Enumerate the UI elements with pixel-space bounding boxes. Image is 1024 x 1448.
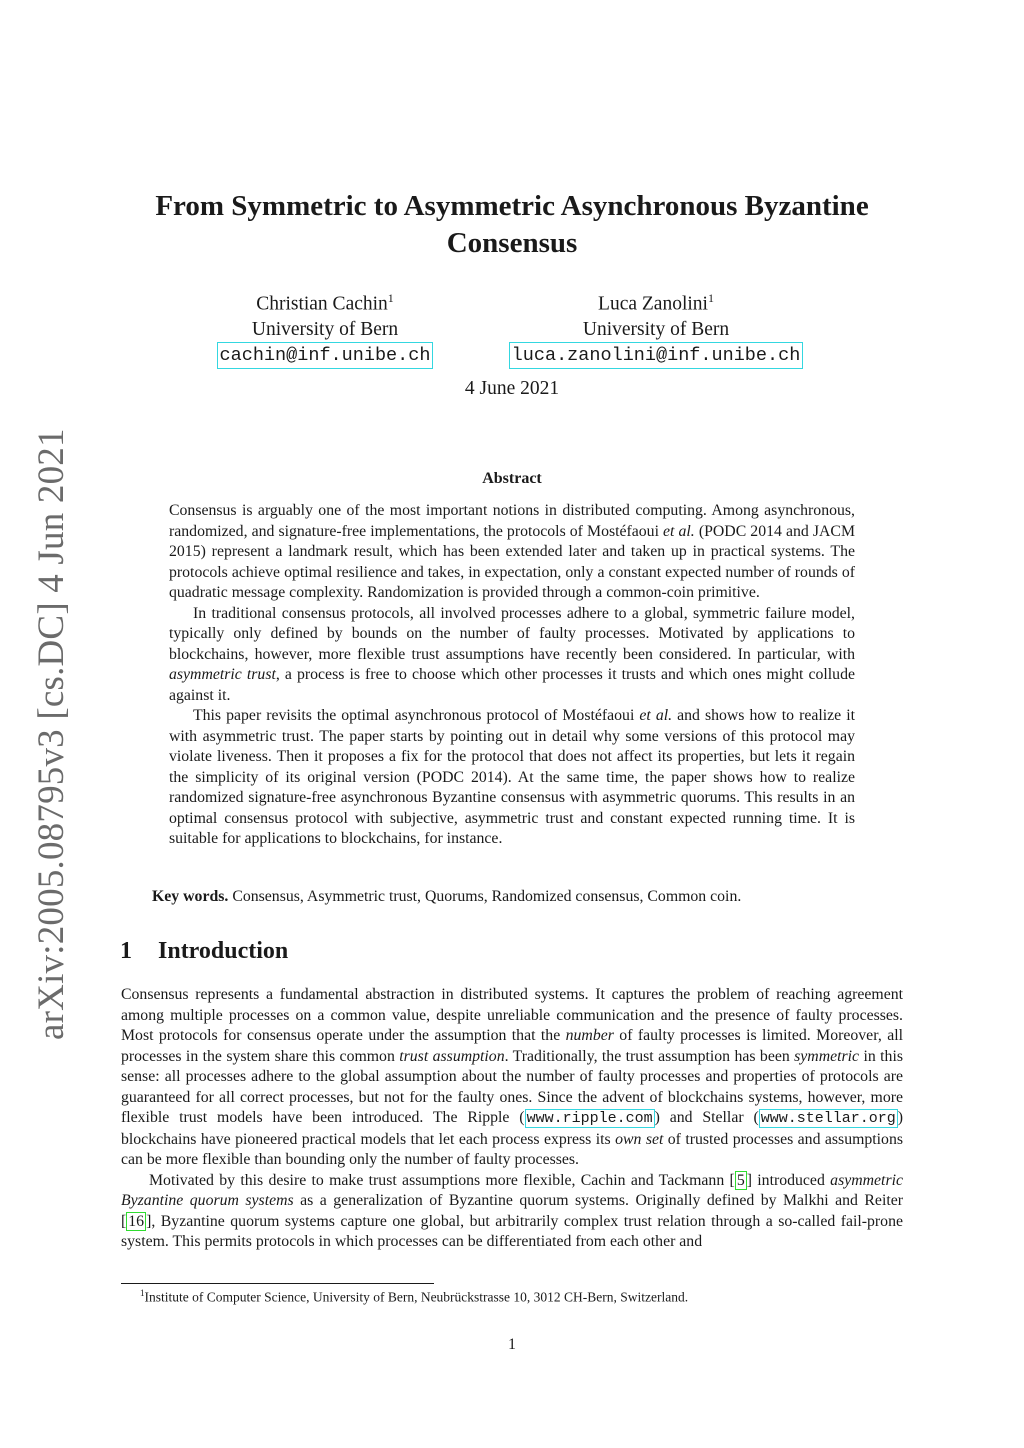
author-affiliation: University of Bern xyxy=(251,318,399,340)
section-number: 1 xyxy=(120,938,132,964)
author-block-1 xyxy=(165,286,485,369)
stellar-url-link[interactable]: www.stellar.org xyxy=(760,1110,896,1127)
author-email-link[interactable]: cachin@inf.unibe.ch xyxy=(217,342,434,369)
section-title: Introduction xyxy=(158,938,289,964)
citation-link-5[interactable]: 5 xyxy=(736,1171,745,1189)
keywords-label: Key words. xyxy=(152,888,229,905)
footnote xyxy=(140,1288,900,1306)
arxiv-identifier-stamp: arXiv:2005.08795v3 [cs.DC] 4 Jun 2021 xyxy=(31,428,72,1040)
body-paragraph: Motivated by this desire to make trust assumptions more flexible, Cachin and Tackmann [ 5 ] introduced asymmetric Byzantine quorum systems as a generalization of Byzantine quorum systems. Originally defined by Malkhi and Reiter [ 16 ], Byzantine quorum systems capture one global, but arbitrarily complex trust relation through a so-called fail-prone system. This permits protocols in which processes can be differentiated from each other and xyxy=(121,1171,903,1250)
author-name: Christian Cachin$^1$ xyxy=(256,291,394,315)
abstract-heading: Abstract xyxy=(482,470,542,487)
abstract-body xyxy=(169,501,855,850)
author-email-link[interactable]: luca.zanolini@inf.unibe.ch xyxy=(509,342,804,369)
abstract-paragraph: This paper revisits the optimal asynchronous protocol of Mostéfaoui et al. and shows how to realize it with asymmetric trust. The paper starts by pointing out in detail why some versions of this protocol may violate liveness. Then it proposes a fix for the protocol that does not affect its properties, but lets it regain the simplicity of its original version (PODC 2014). At the same time, the paper shows how to realize randomized signature-free asynchronous Byzantine consensus with asymmetric quorums. This results in an optimal consensus protocol with subjective, asymmetric trust and constant expected running time. It is suitable for applications to blockchains, for instance. xyxy=(169,707,855,847)
page-number: 1 xyxy=(508,1336,516,1353)
abstract-paragraph: In traditional consensus protocols, all involved processes adhere to a global, symmetric failure model, typically only defined by bounds on the number of faulty processes. Motivated by applications to blockchains, however, more flexible trust assumptions have recently been considered. In particular, with asymmetric trust, a process is free to choose which other processes it trusts and which ones might collude against it. xyxy=(169,604,855,704)
affiliation-mark: 1 xyxy=(387,291,394,305)
ripple-url-link[interactable]: www.ripple.com xyxy=(526,1110,653,1127)
paper-title: From Symmetric to Asymmetric Asynchronous Byzantine Consensus xyxy=(155,190,869,259)
body-paragraph: Consensus represents a fundamental abstraction in distributed systems. It captures the problem of reaching agreement among multiple processes on a common value, despite unreliable communication and the presence of faulty processes. Most protocols for consensus operate under the assumption that the number of faulty processes is limited. Moreover, all processes in the system share this common trust assumption. Traditionally, the trust assumption has been symmetric in this sense: all processes adhere to the global assumption about the number of faulty processes and properties of protocols are guaranteed for all correct processes, but not for the faulty ones. Since the advent of blockchains systems, however, more flexible trust models have been introduced. The Ripple ( www.ripple.com ) and Stellar ( www.stellar.org ) blockchains have pioneered practical models that let each process express its own set of trusted processes and assumptions can be more flexible than bounding only the number of faulty processes. xyxy=(121,986,904,1168)
introduction-body xyxy=(121,985,903,1253)
footnote-mark: 1 xyxy=(140,1288,145,1298)
section-heading xyxy=(120,938,288,965)
footnote-divider xyxy=(121,1283,434,1284)
abstract-paragraph: Consensus is arguably one of the most important notions in distributed computing. Among asynchronous, randomized, and signature-free implementations, the protocols of Mostéfaoui et al. (PODC 2014 and JACM 2015) represent a landmark result, which has been extended later and taken up in practical systems. The protocols achieve optimal resilience and takes, in expectation, only a constant expected number of rounds of quadratic message complexity. Randomization is provided through a common-coin primitive. xyxy=(169,502,855,601)
author-affiliation: University of Bern xyxy=(582,318,730,340)
keywords xyxy=(152,888,872,906)
publication-date: 4 June 2021 xyxy=(464,378,560,399)
author-block-2 xyxy=(496,286,816,369)
author-name: Luca Zanolini$^1$ xyxy=(598,291,714,315)
footnote-text: Institute of Computer Science, University of Bern, Neubrückstrasse 10, 3012 CH-Bern, Switzerland. xyxy=(144,1289,689,1305)
affiliation-mark: 1 xyxy=(707,291,714,305)
keywords-list: Consensus, Asymmetric trust, Quorums, Randomized consensus, Common coin. xyxy=(232,888,742,905)
citation-link-16[interactable]: 16 xyxy=(128,1212,145,1230)
